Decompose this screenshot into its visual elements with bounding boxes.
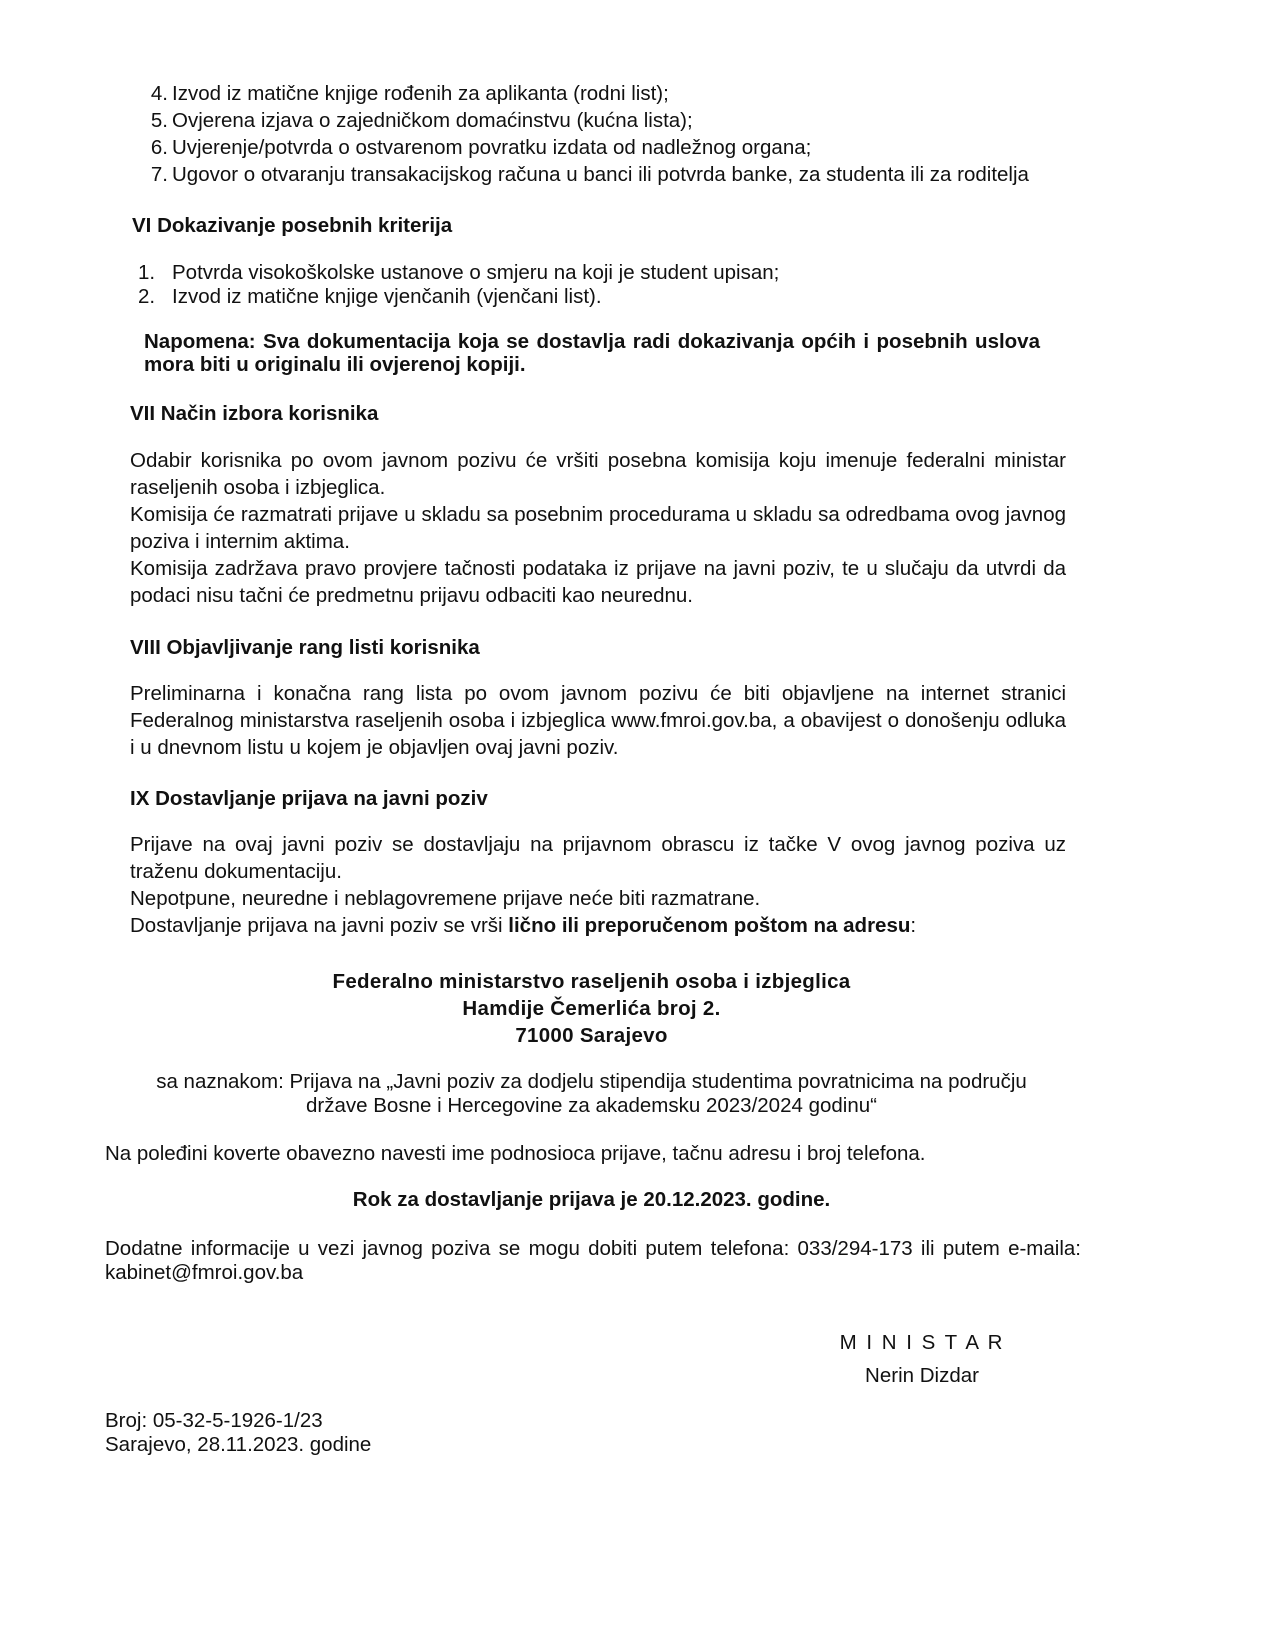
list-item-text: Potvrda visokoškolske ustanove o smjeru na koji je student upisan; bbox=[172, 261, 780, 284]
section-vii-paragraph-2: Komisija će razmatrati prijave u skladu sa posebnim procedurama u skladu sa odredbama ovog javnog poziva i internim aktima. bbox=[130, 503, 1066, 553]
list-item-number: 6. bbox=[150, 136, 168, 159]
address-line-2: Hamdije Čemerlića broj 2. bbox=[462, 997, 721, 1020]
list-item bbox=[150, 161, 1029, 188]
deadline: Rok za dostavljanje prijava je 20.12.2023. godine. bbox=[352, 1188, 831, 1211]
signature-title: M I N I S T A R bbox=[839, 1331, 1005, 1354]
signature-name: Nerin Dizdar bbox=[865, 1364, 979, 1387]
section-vi-heading: VI Dokazivanje posebnih kriterija bbox=[132, 214, 453, 237]
section-vii-paragraph-3: Komisija zadržava pravo provjere tačnosti podataka iz prijave na javni poziv, te u slučaju da utvrdi da podaci nisu tačni će predmetnu prijavu odbaciti kao neurednu. bbox=[130, 557, 1066, 607]
list-item-text: Ugovor o otvaranju transakacijskog računa u banci ili potvrda banke, za studenta ili za roditelja bbox=[172, 163, 1029, 186]
section-viii-heading: VIII Objavljivanje rang listi korisnika bbox=[130, 636, 480, 659]
list-item-number: 2. bbox=[138, 285, 156, 308]
list-item-number: 4. bbox=[150, 82, 168, 105]
list-item-text: Izvod iz matične knjige rođenih za aplikanta (rodni list); bbox=[172, 82, 669, 105]
place-and-date: Sarajevo, 28.11.2023. godine bbox=[105, 1433, 372, 1456]
section-vii-heading: VII Način izbora korisnika bbox=[130, 402, 379, 425]
list-item-number: 5. bbox=[150, 109, 168, 132]
delivery-method: lično ili preporučenom poštom na adresu bbox=[508, 914, 911, 937]
contact-line-1: Dodatne informacije u vezi javnog poziva se mogu dobiti putem telefona: 033/294-173 ili putem e-maila: bbox=[105, 1237, 1081, 1260]
list-item-text: Ovjerena izjava o zajedničkom domaćinstvu (kućna lista); bbox=[172, 109, 693, 132]
section-ix-paragraph-1: Prijave na ovaj javni poziv se dostavljaju na prijavnom obrascu iz tačke V ovog javnog poziva uz traženu dokumentaciju. bbox=[130, 833, 1066, 883]
list-item bbox=[138, 283, 602, 310]
delivery-colon: : bbox=[910, 914, 917, 937]
section-ix-heading: IX Dostavljanje prijava na javni poziv bbox=[130, 787, 488, 810]
address-line-3: 71000 Sarajevo bbox=[515, 1024, 668, 1047]
envelope-note: Na poleđini koverte obavezno navesti ime podnosioca prijave, tačnu adresu i broj telefona. bbox=[105, 1142, 926, 1165]
list-item-number: 1. bbox=[138, 261, 156, 284]
section-ix-paragraph-3 bbox=[130, 912, 1066, 939]
section-vii-paragraph-1: Odabir korisnika po ovom javnom pozivu će vršiti posebna komisija koju imenuje federalni ministar raseljenih osoba i izbjeglica. bbox=[130, 449, 1066, 499]
subject-mark bbox=[0, 1070, 1183, 1118]
delivery-text: Dostavljanje prijava na javni poziv se vrši bbox=[130, 914, 509, 937]
list-item bbox=[138, 259, 779, 286]
list-item-number: 7. bbox=[150, 163, 168, 186]
address-block bbox=[0, 968, 1183, 1049]
list-item bbox=[150, 107, 693, 134]
list-item-text: Uvjerenje/potvrda o ostvarenom povratku izdata od nadležnog organa; bbox=[172, 136, 812, 159]
contact-email: kabinet@fmroi.gov.ba bbox=[105, 1261, 304, 1284]
note-line-2: mora biti u originalu ili ovjerenoj kopiji. bbox=[144, 353, 526, 376]
subject-mark-line-2: države Bosne i Hercegovine za akademsku 2023/2024 godinu“ bbox=[306, 1094, 877, 1117]
subject-mark-line-1: sa naznakom: Prijava na „Javni poziv za dodjelu stipendija studentima povratnicima na području bbox=[156, 1070, 1027, 1093]
note-line-1: Napomena: Sva dokumentacija koja se dostavlja radi dokazivanja općih i posebnih uslova bbox=[144, 330, 1040, 353]
address-line-1: Federalno ministarstvo raseljenih osoba i izbjeglica bbox=[332, 970, 851, 993]
list-item bbox=[150, 80, 669, 107]
document-number: Broj: 05-32-5-1926-1/23 bbox=[105, 1409, 323, 1432]
section-ix-paragraph-2: Nepotpune, neuredne i neblagovremene prijave neće biti razmatrane. bbox=[130, 887, 761, 910]
list-item-text: Izvod iz matične knjige vjenčanih (vjenčani list). bbox=[172, 285, 602, 308]
section-viii-paragraph: Preliminarna i konačna rang lista po ovom javnom pozivu će biti objavljene na internet stranici Federalnog ministarstva raseljenih osoba i izbjeglica www.fmroi.gov.ba, a obavijest o donošenju odluka i u dnevnom listu u kojem je objavljen ovaj javni poziv. bbox=[130, 682, 1066, 759]
list-item bbox=[150, 134, 811, 161]
